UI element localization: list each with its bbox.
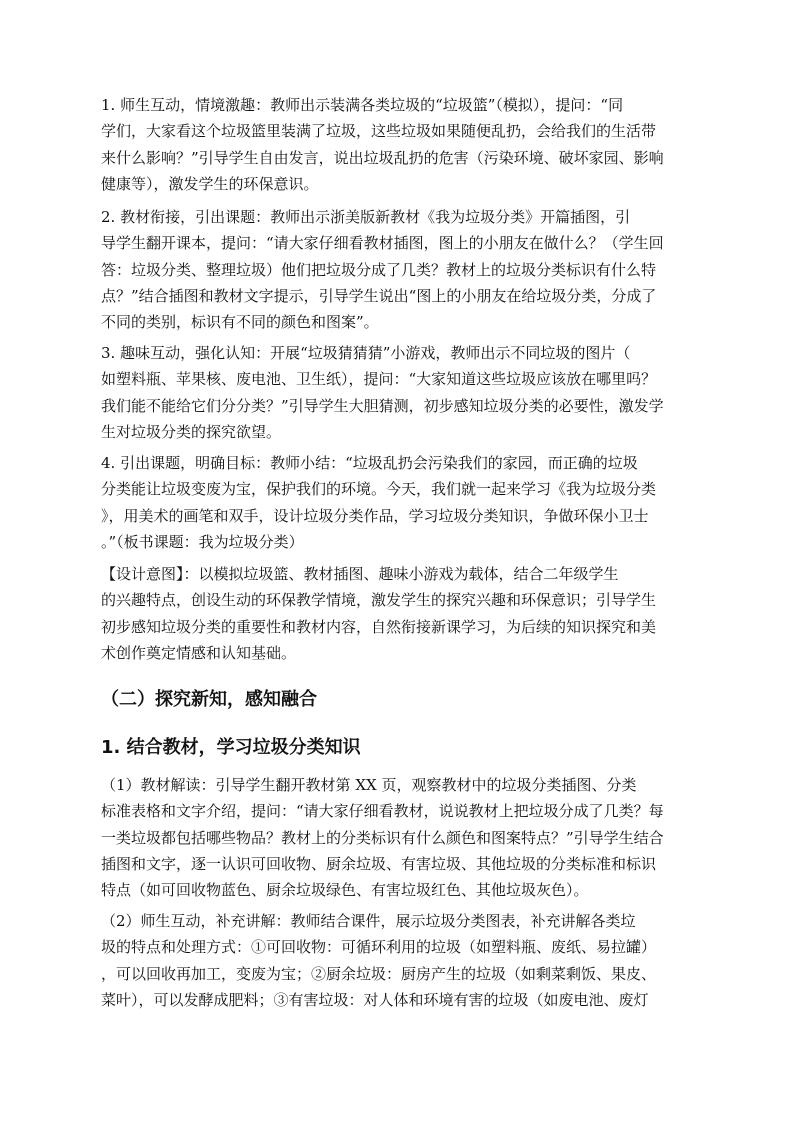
text-line: 生对垃圾分类的探究欲望。	[101, 422, 282, 441]
text-line: 1. 师生互动，情境激趣：教师出示装满各类垃圾的“垃圾篮”（模拟），提问：“同	[101, 96, 624, 114]
text-line: 插图和文字，逐一认识可回收物、厨余垃圾、有害垃圾、其他垃圾的分类标准和标识	[101, 854, 657, 873]
paragraph-7	[101, 908, 697, 1013]
section-heading-text: （二）探究新知，感知融合	[101, 689, 317, 710]
text-line: 【设计意图】：以模拟垃圾篮、教材插图、趣味小游戏为载体，结合二年级学生	[101, 565, 619, 583]
text-line: 点？”结合插图和教材文字提示，引导学生说出“图上的小朋友在给垃圾分类，分成了	[101, 286, 657, 305]
text-line: 菜叶），可以发酵成肥料；③有害垃圾：对人体和环境有害的垃圾（如废电池、废灯	[101, 990, 649, 1009]
paragraph-4	[101, 450, 697, 555]
paragraph-1	[101, 92, 697, 197]
text-line: 4. 引出课题，明确目标：教师小结：“垃圾乱扔会污染我们的家园，而正确的垃圾	[101, 454, 638, 472]
text-line: 》，用美术的画笔和双手，设计垃圾分类作品，学习垃圾分类知识，争做环保小卫士	[101, 506, 649, 525]
text-line: 3. 趣味互动，强化认知：开展“垃圾猜猜猜”小游戏，教师出示不同垃圾的图片（	[101, 344, 631, 362]
text-line: 初步感知垃圾分类的重要性和教材内容，自然衔接新课学习，为后续的知识探究和美	[101, 617, 657, 636]
subsection-heading	[101, 735, 697, 761]
text-line: 导学生翻开课本，提问：“请大家仔细看教材插图，图上的小朋友在做什么？（学生回	[101, 234, 664, 253]
text-line: 圾的特点和处理方式：①可回收物：可循环利用的垃圾（如塑料瓶、废纸、易拉罐）	[101, 938, 657, 957]
text-line: 来什么影响？”引导学生自由发言，说出垃圾乱扔的危害（污染环境、破坏家园、影响	[101, 148, 664, 167]
subsection-heading-text: 1. 结合教材，学习垃圾分类知识	[101, 737, 361, 758]
text-line: 如塑料瓶、苹果核、废电池、卫生纸），提问：“大家知道这些垃圾应该放在哪里吗？	[101, 370, 657, 389]
design-intent-paragraph	[101, 561, 697, 666]
text-line: ，可以回收再加工，变废为宝；②厨余垃圾：厨房产生的垃圾（如剩菜剩饭、果皮、	[101, 964, 657, 983]
text-line: （2）师生互动，补充讲解：教师结合课件，展示垃圾分类图表，补充讲解各类垃	[101, 912, 636, 930]
text-line: 特点（如可回收物蓝色、厨余垃圾绿色、有害垃圾红色、其他垃圾灰色）。	[101, 881, 589, 900]
section-heading	[101, 687, 697, 713]
text-line: 标准表格和文字介绍，提问：“请大家仔细看教材，说说教材上把垃圾分成了几类？每	[101, 802, 664, 821]
text-line: 2. 教材衔接，引出课题：教师出示浙美版新教材《我为垃圾分类》开篇插图，引	[101, 208, 631, 226]
text-line: 学们，大家看这个垃圾篮里装满了垃圾，这些垃圾如果随便乱扔，会给我们的生活带	[101, 122, 657, 141]
text-line: 我们能不能给它们分分类？”引导学生大胆猜测，初步感知垃圾分类的必要性，激发学	[101, 396, 664, 415]
text-line: 不同的类别，标识有不同的颜色和图案”。	[101, 313, 379, 332]
text-line: 术创作奠定情感和认知基础。	[101, 643, 297, 662]
text-line: （1）教材解读：引导学生翻开教材第 XX 页，观察教材中的垃圾分类插图、分类	[101, 776, 637, 794]
paragraph-6	[101, 772, 697, 903]
paragraph-2	[101, 204, 697, 335]
text-line: 一类垃圾都包括哪些物品？教材上的分类标识有什么颜色和图案特点？”引导学生结合	[101, 828, 664, 847]
text-line: 。”（板书课题：我为垃圾分类）	[101, 532, 304, 551]
text-line: 健康等），激发学生的环保意识。	[101, 174, 319, 193]
paragraph-3	[101, 340, 697, 445]
text-line: 答：垃圾分类、整理垃圾）他们把垃圾分成了几类？教材上的垃圾分类标识有什么特	[101, 260, 657, 279]
text-line: 的兴趣特点，创设生动的环保教学情境，激发学生的探究兴趣和环保意识；引导学生	[101, 591, 657, 610]
text-line: 分类能让垃圾变废为宝，保护我们的环境。今天，我们就一起来学习《我为垃圾分类	[101, 480, 657, 499]
